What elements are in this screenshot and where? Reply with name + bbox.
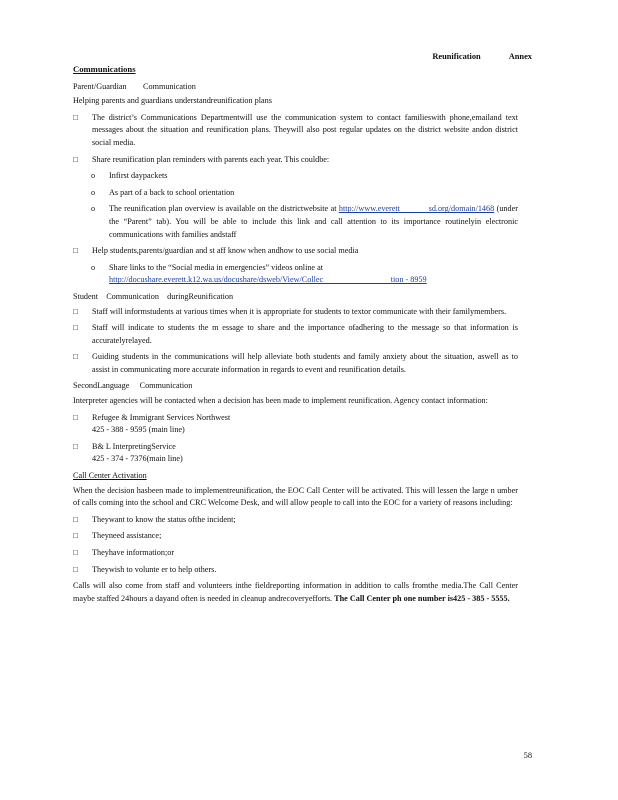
bullet-icon: □ bbox=[73, 514, 78, 524]
share-links-text: Share links to the “Social media in emergencies” videos online at bbox=[109, 262, 324, 272]
student-subheading: Student Communication duringReunification bbox=[73, 291, 234, 301]
bullet-icon: □ bbox=[73, 112, 78, 122]
closing-text: Calls will also come from staff and volunteers inthe fieldreporting information in addition to calls fromthe media.The Call Center maybe staffed 24hours a dayand often is needed in cleanup andrecoveryefforts. bbox=[73, 581, 518, 603]
sub-list-item-text: Infirst daypackets bbox=[109, 171, 168, 181]
parent-guardian-intro: Helping parents and guardians understandreunification plans bbox=[73, 96, 272, 106]
bullet-icon: □ bbox=[73, 306, 78, 316]
list-item bbox=[73, 306, 518, 319]
list-item bbox=[73, 441, 518, 466]
agency-name: Refugee & Immigrant Services Northwest bbox=[92, 412, 231, 422]
agency-name: B& L InterpretingService bbox=[92, 441, 176, 451]
overview-text: The reunification plan overview is available on the districtwebsite at bbox=[109, 204, 337, 214]
circle-bullet-icon: o bbox=[91, 187, 96, 197]
list-item bbox=[73, 564, 518, 577]
list-item bbox=[73, 514, 518, 527]
sub-list-item bbox=[73, 187, 518, 200]
circle-bullet-icon: o bbox=[91, 171, 96, 181]
overview-link[interactable]: http://www.everett sd.org/domain/1468 bbox=[338, 204, 495, 214]
call-center-phone: The Call Center ph one number is425 - 385 - 5555. bbox=[334, 593, 510, 603]
circle-bullet-icon: o bbox=[91, 204, 96, 214]
bullet-icon: □ bbox=[73, 246, 78, 256]
bullet-icon: □ bbox=[73, 412, 78, 422]
sub-list-item bbox=[73, 262, 518, 287]
share-links-link[interactable]: http://docushare.everett.k12.wa.us/docushare/dsweb/View/Collec tion - 8959 bbox=[109, 275, 427, 285]
agency-phone: 425 - 388 - 9595 (main line) bbox=[92, 425, 185, 435]
list-item-text: Theyhave information;or bbox=[92, 548, 175, 557]
list-item-text: Staff will informstudents at various times when it is appropriate for students to textor communicate with their familymembers. bbox=[92, 306, 507, 316]
call-center-closing bbox=[73, 580, 518, 605]
circle-bullet-icon: o bbox=[91, 262, 96, 272]
list-item bbox=[73, 412, 518, 437]
page-number: 58 bbox=[523, 751, 532, 760]
bullet-icon: □ bbox=[73, 154, 78, 164]
list-item bbox=[73, 530, 518, 543]
bullet-icon: □ bbox=[73, 548, 78, 557]
sub-list-item bbox=[73, 203, 518, 241]
header-annex: Annex bbox=[508, 52, 532, 61]
section-title: Communications bbox=[73, 64, 136, 74]
list-item bbox=[73, 351, 518, 376]
bullet-icon: □ bbox=[73, 441, 78, 451]
page-content bbox=[73, 63, 518, 609]
second-language-intro: Interpreter agencies will be contacted when a decision has been made to implement reunification. Agency contact information: bbox=[73, 396, 488, 406]
call-center-intro: When the decision hasbeen made to implementreunification, the EOC Call Center will be activated. This will lessen the large n umber of calls coming into the school and CRC Welcome Desk, and will allow people to call into the EOC for a variety of reasons including: bbox=[73, 485, 518, 508]
list-item bbox=[73, 547, 518, 560]
bullet-icon: □ bbox=[73, 564, 78, 574]
bullet-icon: □ bbox=[73, 323, 78, 333]
agency-phone: 425 - 374 - 7376(main line) bbox=[92, 454, 183, 464]
second-language-subheading: SecondLanguage Communication bbox=[73, 381, 193, 391]
list-item bbox=[73, 245, 518, 258]
overview-rest: (under the “Parent” tab). You will be able to include this link and call attention to its importance routinelyin electronic communications with families andstaff bbox=[109, 204, 518, 239]
call-center-subheading: Call Center Activation bbox=[73, 471, 147, 481]
list-item-text: Theywant to know the status ofthe incident; bbox=[92, 514, 236, 524]
list-item-text: The district’s Communications Departmentwill use the communication system to contact familieswith phone,emailand text messages about the situation and reunification plans. Theywill also post regular updates on the district website andon district social media. bbox=[92, 112, 518, 147]
list-item bbox=[73, 322, 518, 347]
list-item-text: Share reunification plan reminders with parents each year. This couldbe: bbox=[92, 154, 330, 164]
bullet-icon: □ bbox=[73, 531, 78, 541]
bullet-icon: □ bbox=[73, 352, 78, 362]
sub-list-item bbox=[73, 170, 518, 183]
list-item bbox=[73, 154, 518, 167]
list-item-text: Theywish to volunte er to help others. bbox=[92, 564, 217, 574]
list-item-text: Help students,parents/guardian and st aff know when andhow to use social media bbox=[92, 246, 359, 256]
list-item bbox=[73, 112, 518, 150]
list-item-text: Theyneed assistance; bbox=[92, 531, 162, 541]
header-title: Reunification bbox=[432, 52, 481, 61]
page-header bbox=[432, 51, 532, 64]
parent-guardian-subheading: Parent/Guardian Communication bbox=[73, 81, 196, 91]
sub-list-item-text: As part of a back to school orientation bbox=[109, 187, 235, 197]
list-item-text: Guiding students in the communications will help alleviate both students and family anxiety about the situation, aswell as to assist in communicating more accurate information in regards to event and reunification details. bbox=[92, 352, 518, 374]
list-item-text: Staff will indicate to students the m essage to share and the importance ofadhering to the message so that information is accuratelyrelayed. bbox=[92, 323, 518, 345]
